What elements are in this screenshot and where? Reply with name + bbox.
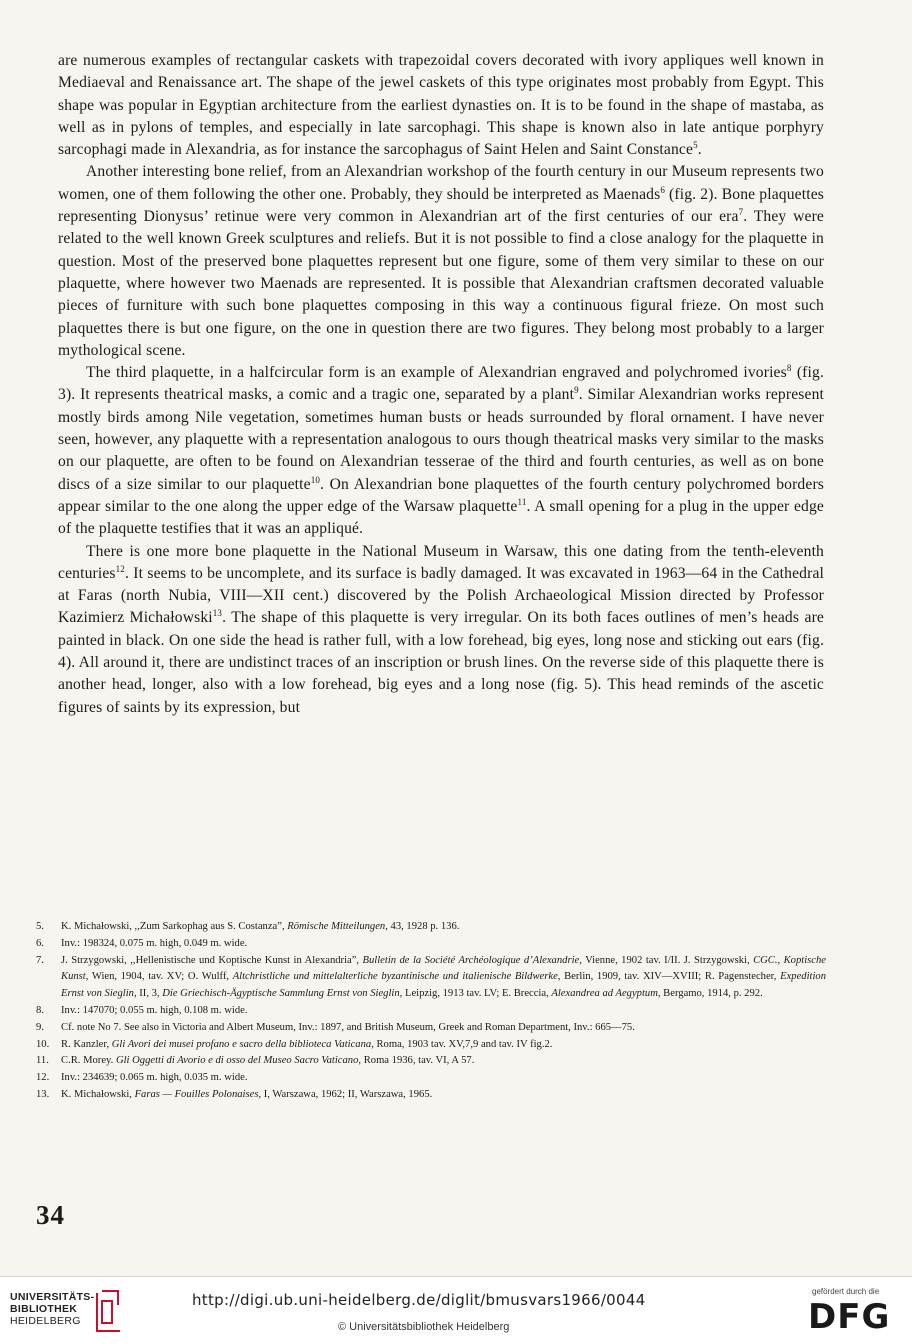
text-run: . On Alexandrian bone plaquettes of the fourth century polychromed borders appear similar to the one along the upper edge of the Warsaw plaquette — [58, 475, 825, 515]
text-run: . Similar Alexandrian works represent mostly birds among Nile vegetation, sometimes human busts or heads surrounded by floral ornament. I have never seen, however, any plaquette with a representation analogous to ours though theatrical masks very similar to the masks on our plaquette, are often to be found on Alexandrian tesserae of the third and fourth centuries, as well as on bone discs of a size similar to our plaquette — [58, 386, 825, 493]
library-logo-text[interactable] — [10, 1291, 94, 1327]
footnote-ref-5: 5 — [693, 140, 698, 150]
copyright-notice: © Universitätsbibliothek Heidelberg — [338, 1321, 510, 1333]
footnote-7 — [36, 953, 826, 1003]
footnote-text — [61, 1037, 826, 1054]
footnote-ref-7: 7 — [738, 206, 744, 217]
italic-title: Die Griechisch-Ägyptische Sammlung Ernst von Sieglin — [162, 988, 400, 1000]
footnote-10 — [36, 1037, 826, 1054]
footnote-text: Cf. note No 7. See also in Victoria and Albert Museum, Inv.: 1897, and British Museum, Greek and Roman Department, Inv.: 665—75. — [61, 1021, 635, 1033]
text-run: . It seems to be uncomplete, and its surface is badly damaged. It was excavated in 1963—64 in the Cathedral at Faras (north Nubia, VIII—XII cent.) discovered by the Polish Archaeological Mission directed by Professor Kazimierz Michałowski — [58, 564, 824, 627]
text-run: , Bergamo, 1914, p. 292. — [657, 988, 763, 1000]
footnote-ref-13: 13 — [212, 608, 223, 619]
text-run: The third plaquette, in a halfcircular form is an example of Alexandrian engraved and polychromed ivories — [86, 364, 787, 382]
footnote-text — [61, 953, 826, 1003]
dfg-logo[interactable]: DFG — [808, 1297, 891, 1337]
italic-title: Altchristliche und mittelalterliche byzantinische und italienische Bildwerke — [232, 971, 558, 983]
text-run: K. Michałowski, — [61, 1088, 135, 1100]
text-run: (fig. 2). Bone plaquettes representing Dionysus’ retinue were very common in Alexandrian art of the first centuries of our era — [58, 185, 824, 226]
footnote-number: 12. — [36, 1072, 50, 1084]
footnote-number: 7. — [36, 954, 44, 966]
footnote-ref-9: 9 — [574, 385, 579, 396]
footnote-9 — [36, 1020, 826, 1037]
footnote-number: 6. — [36, 937, 44, 949]
italic-title: Faras — Fouilles Polonaises — [134, 1088, 259, 1100]
text-run: . The shape of this plaquette is very irregular. On its both faces outlines of men’s heads are painted in black. On one side the head is rather full, with a low forehead, big eyes, long nose and sticking out ears (fig. 4). All around it, there are undistinct traces of an inscription or brush lines. On the reverse side of this plaquette there is another head, longer, also with a low forehead, big eyes and a long nose (fig. 5). This head reminds of the ascetic figures of saints by its expression, but — [58, 609, 824, 716]
footnote-11 — [36, 1053, 826, 1070]
text-run: . A small opening for a plug in the upper edge of the plaquette testifies that it was an appliqué. — [58, 497, 824, 538]
paragraph-3 — [58, 362, 824, 540]
text-run: . They were related to the well known Greek sculptures and reliefs. But it is not possible to find a close analogy for the plaquette in question. Most of the preserved bone plaquettes represent but one figure, some of them very similar to these on our plaquette, where however two Maenads are represented. It is possible that Alexandrian craftsmen decorated valuable pieces of furniture with such bone plaquettes composing in this way a continuous figural frieze. On most such plaquettes there is but one figure, on the one in question there are two figures. They belong most probably to a larger mythological scene. — [58, 208, 824, 359]
text-run: , Leipzig, 1913 tav. LV; E. Breccia, — [399, 988, 552, 1000]
footnote-8 — [36, 1003, 826, 1020]
footnote-text: Inv.: 147070; 0.055 m. high, 0.108 m. wide. — [61, 1004, 248, 1016]
italic-title: Expedition Ernst von Sieglin — [61, 971, 826, 1000]
text-run: . — [697, 141, 702, 159]
footnote-ref-6: 6 — [660, 184, 665, 195]
footnotes — [36, 919, 826, 1104]
italic-title: Alexandrea ad Aegyptum — [551, 988, 658, 1000]
footnote-number: 9. — [36, 1021, 44, 1033]
footnote-number: 11. — [36, 1055, 49, 1067]
italic-title: CGC., Koptische Kunst — [61, 954, 826, 983]
text-run: , I, Warszawa, 1962; II, Warszawa, 1965. — [258, 1088, 433, 1100]
paragraph-4 — [58, 541, 824, 719]
text-run: (fig. 3). It represents theatrical masks, a comic and a tragic one, separated by a plant — [58, 364, 824, 404]
footnote-number: 13. — [36, 1088, 50, 1100]
funding-caption: gefördert durch die — [812, 1287, 880, 1296]
text-run: There is one more bone plaquette in the National Museum in Warsaw, this one dating from the tenth-eleventh centuries — [58, 542, 824, 582]
text-run: , Roma 1936, tav. VI, A 57. — [358, 1055, 475, 1067]
text-run: K. Michałowski, ,,Zum Sarkophag aus S. Costanza”, — [61, 921, 288, 932]
footnote-12 — [36, 1070, 826, 1087]
permalink-url[interactable]: http://digi.ub.uni-heidelberg.de/diglit/bmusvars1966/0044 — [192, 1291, 646, 1309]
library-name-line: UNIVERSITÄTS- — [10, 1291, 95, 1303]
body-text — [58, 50, 824, 719]
page-number: 34 — [36, 1200, 65, 1230]
text-run: , Roma, 1903 tav. XV,7,9 and tav. IV fig.2. — [371, 1038, 553, 1050]
footnote-text: Inv.: 198324, 0.075 m. high, 0.049 m. wide. — [61, 937, 248, 949]
footnote-number: 10. — [36, 1038, 50, 1050]
footnote-number: 8. — [36, 1004, 44, 1016]
text-run: J. Strzygowski, ,,Hellenistische und Koptische Kunst in Alexandria”, — [61, 954, 363, 966]
footnote-text — [61, 919, 826, 936]
footnote-ref-11: 11 — [517, 496, 527, 507]
text-run: are numerous examples of rectangular caskets with trapezoidal covers decorated with ivory appliques well known in Mediaeval and Renaissance art. The shape of the jewel caskets of this type originates most probably from Egypt. This shape was popular in Egyptian architecture from the earliest dynasties on. It is to be found in the shape of mastaba, as well as in pylons of temples, and especially in late sarcophagi. This shape is known also in late antique porphyry sarcophagi made in Alexandria, as for instance the sarcophagus of Saint Helen and Saint Constance — [58, 52, 824, 159]
text-run: C.R. Morey. — [61, 1055, 116, 1067]
footnote-number: 5. — [36, 921, 44, 932]
footer-bar — [0, 1276, 912, 1344]
paragraph-1 — [58, 50, 824, 161]
footnote-ref-10: 10 — [310, 474, 321, 485]
library-name-line: BIBLIOTHEK — [10, 1303, 78, 1315]
italic-title: Gli Avori dei musei profano e sacro della biblioteca Vaticana — [111, 1038, 372, 1050]
footnote-6 — [36, 936, 826, 953]
text-run: , Berlin, 1909, tav. XIV—XVIII; R. Pagenstecher, — [557, 971, 781, 983]
text-run: , II, 3, — [133, 988, 163, 1000]
footnote-13 — [36, 1087, 826, 1104]
paragraph-2 — [58, 161, 824, 362]
text-run: R. Kanzler, — [61, 1038, 112, 1050]
footnote-text — [61, 1087, 826, 1104]
library-emblem-icon[interactable] — [94, 1287, 124, 1337]
library-name-line: HEIDELBERG — [10, 1315, 81, 1327]
footnote-5 — [36, 919, 826, 936]
text-run: Another interesting bone relief, from an Alexandrian workshop of the fourth century in our Museum represents two women, one of them following the other one. Probably, they should be interpreted as Maenads — [58, 163, 824, 203]
text-run: , Vienne, 1902 tav. I/II. J. Strzygowski, — [579, 954, 754, 966]
italic-title: Römische Mitteilungen — [287, 921, 386, 932]
text-run: , Wien, 1904, tav. XV; O. Wulff, — [85, 971, 233, 983]
italic-title: Gli Oggetti di Avorio e di osso del Museo Sacro Vaticano — [115, 1055, 359, 1067]
footnote-ref-12: 12 — [115, 563, 125, 574]
footnote-text — [61, 1053, 826, 1070]
italic-title: Bulletin de la Société Archéologique d’Alexandrie — [362, 954, 580, 966]
footnote-ref-8: 8 — [786, 362, 792, 373]
footnote-text: Inv.: 234639; 0.065 m. high, 0.035 m. wide. — [61, 1072, 248, 1084]
text-run: , 43, 1928 p. 136. — [385, 921, 460, 932]
